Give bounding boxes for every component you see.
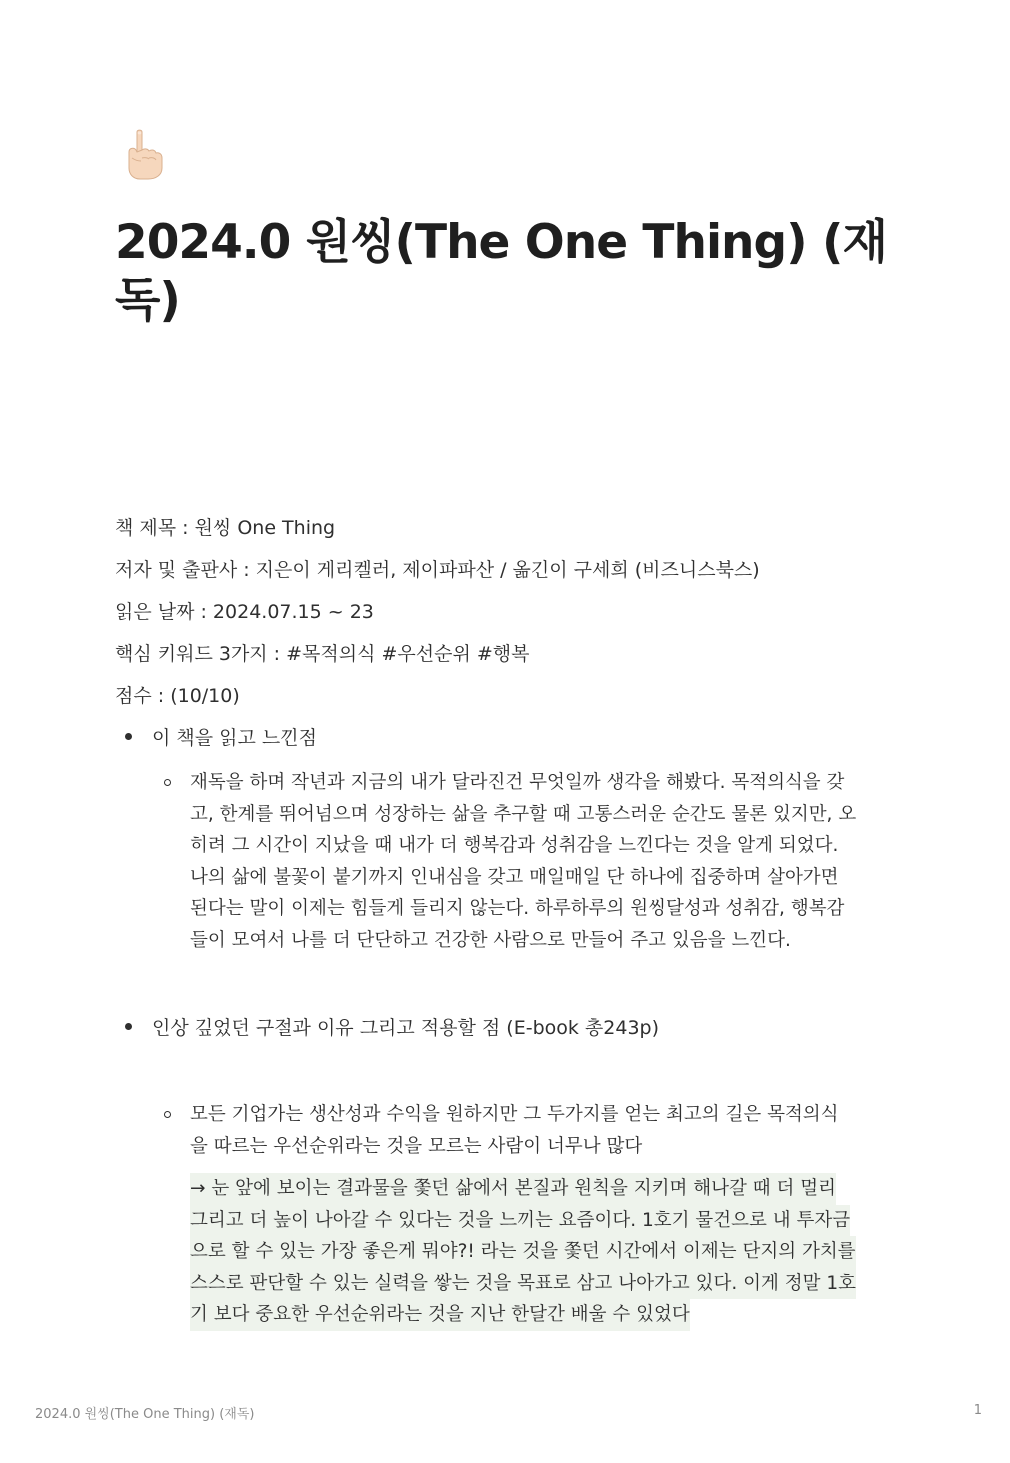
title-line-1: 2024.0 원씽(The One Thing) (재 [115,215,887,270]
property-keywords: 핵심 키워드 3가지 : #목적의식 #우선순위 #행복 [115,643,530,665]
highlighted-line: 으로 할 수 있는 가장 좋은게 뭐야?! 라는 것을 쫓던 시간에서 이제는 단지의 가치를 [190,1236,856,1268]
highlighted-line: → 눈 앞에 보이는 결과물을 쫓던 삶에서 본질과 원칙을 지키며 해나갈 때 더 멀리 [190,1173,836,1205]
property-book-title: 책 제목 : 원씽 One Thing [115,517,336,539]
highlighted-line: 기 보다 중요한 우선순위라는 것을 지난 한달간 배울 수 있었다 [190,1299,690,1331]
highlighted-reflection [190,1173,904,1331]
pointing-up-hand-icon [115,128,175,180]
page-title [115,214,905,330]
text-line: 들이 모여서 나를 더 단단하고 건강한 사람으로 만들어 주고 있음을 느낀다. [190,929,791,951]
footer-page-number: 1 [973,1403,982,1418]
circle-bullet-icon [164,1111,171,1118]
section2-heading: 인상 깊었던 구절과 이유 그리고 적용할 점 (E-book 총243p) [152,1017,660,1039]
bullet-dot-icon [125,1023,132,1030]
bullet-dot-icon [125,733,132,740]
bullet-item-impressions [125,724,317,752]
text-line: 히려 그 시간이 지났을 때 내가 더 행복감과 성취감을 느낀다는 것을 알게 되었다. [190,835,839,857]
section1-heading: 이 책을 읽고 느낀점 [152,727,317,749]
circle-bullet-icon [164,779,171,786]
text-line: 고, 한계를 뛰어넘으며 성장하는 삶을 추구할 때 고통스러운 순간도 물론 있지만, 오 [190,803,857,825]
footer-doc-title: 2024.0 원씽(The One Thing) (재독) [35,1407,255,1422]
sub-bullet-quote [164,1099,904,1162]
text-line: 나의 삶에 불꽃이 붙기까지 인내심을 갖고 매일매일 단 하나에 집중하며 살아가면 [190,866,839,888]
property-author: 저자 및 출판사 : 지은이 게리켈러, 제이파파산 / 옮긴이 구세희 (비즈니스북스) [115,559,760,581]
property-read-date: 읽은 날짜 : 2024.07.15 ~ 23 [115,601,374,623]
highlighted-line: 스스로 판단할 수 있는 실력을 쌓는 것을 목표로 삼고 나아가고 있다. 이게 정말 1호 [190,1268,856,1300]
title-line-2: 독) [115,273,180,328]
property-score: 점수 : (10/10) [115,685,240,707]
text-line: 된다는 말이 이제는 힘들게 들리지 않는다. 하루하루의 원씽달성과 성취감, 행복감 [190,898,845,920]
quote-line: 모든 기업가는 생산성과 수익을 원하지만 그 두가지를 얻는 최고의 길은 목적의식 [190,1104,839,1125]
sub-bullet-impressions-text [164,767,904,957]
highlighted-line: 그리고 더 높이 나아갈 수 있다는 것을 느끼는 요즘이다. 1호기 물건으로 내 투자금 [190,1205,850,1237]
quote-line: 을 따르는 우선순위라는 것을 모르는 사람이 너무나 많다 [190,1135,643,1157]
bullet-item-quotes [125,1014,659,1042]
text-line: 재독을 하며 작년과 지금의 내가 달라진건 무엇일까 생각을 해봤다. 목적의식을 갖 [190,772,845,793]
